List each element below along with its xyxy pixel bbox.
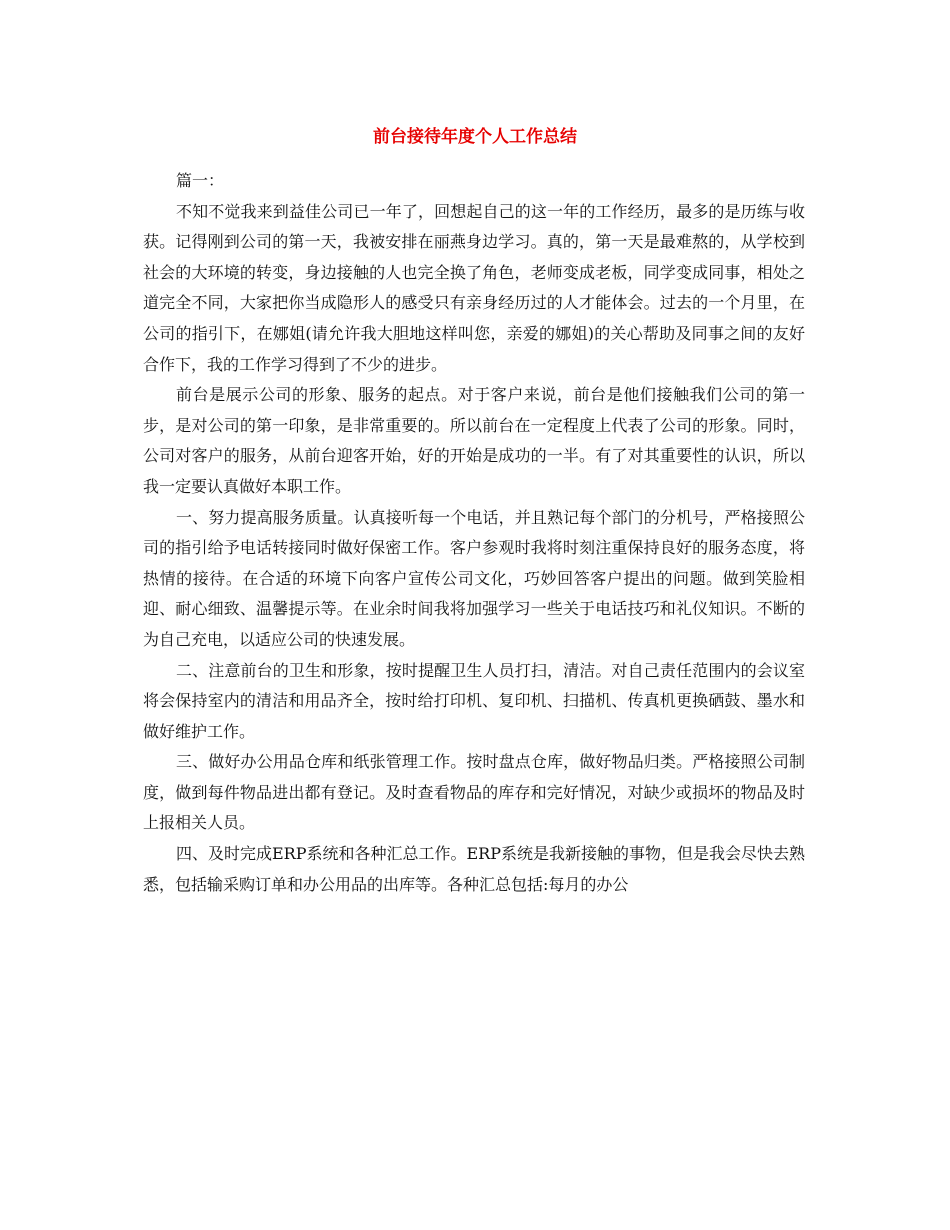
document-body <box>143 166 805 900</box>
paragraph: 一、努力提高服务质量。认真接听每一个电话，并且熟记每个部门的分机号，严格接照公司的指引给予电话转接同时做好保密工作。客户参观时我将时刻注重保持良好的服务态度，将热情的接待。在合适的环境下向客户宣传公司文化，巧妙回答客户提出的问题。做到笑脸相迎、耐心细致、温馨提示等。在业余时间我将加强学习一些关于电话技巧和礼仪知识。不断的为自己充电，以适应公司的快速发展。 <box>143 507 805 649</box>
paragraph: 不知不觉我来到益佳公司已一年了，回想起自己的这一年的工作经历，最多的是历练与收获。记得刚到公司的第一天，我被安排在丽燕身边学习。真的，第一天是最难熬的，从学校到社会的大环境的转变，身边接触的人也完全换了角色，老师变成老板，同学变成同事，相处之道完全不同，大家把你当成隐形人的感受只有亲身经历过的人才能体会。过去的一个月里，在公司的指引下，在娜姐(请允许我大胆地这样叫您，亲爱的娜姐)的关心帮助及同事之间的友好合作下，我的工作学习得到了不少的进步。 <box>143 201 805 374</box>
document-title: 前台接待年度个人工作总结 <box>373 127 577 147</box>
paragraph: 二、注意前台的卫生和形象，按时提醒卫生人员打扫，清洁。对自己责任范围内的会议室将会保持室内的清洁和用品齐全，按时给打印机、复印机、扫描机、传真机更换硒鼓、墨水和做好维护工作。 <box>143 660 805 741</box>
paragraph: 四、及时完成ERP系统和各种汇总工作。ERP系统是我新接触的事物，但是我会尽快去熟悉，包括输采购订单和办公用品的出库等。各种汇总包括:每月的办公 <box>143 844 805 894</box>
paragraph: 前台是展示公司的形象、服务的起点。对于客户来说，前台是他们接触我们公司的第一步，是对公司的第一印象，是非常重要的。所以前台在一定程度上代表了公司的形象。同时，公司对客户的服务，从前台迎客开始，好的开始是成功的一半。有了对其重要性的认识，所以我一定要认真做好本职工作。 <box>143 385 805 496</box>
paragraph: 三、做好办公用品仓库和纸张管理工作。按时盘点仓库，做好物品归类。严格接照公司制度，做到每件物品进出都有登记。及时查看物品的库存和完好情况，对缺少或损坏的物品及时上报相关人员。 <box>143 752 805 833</box>
paragraph-heading: 篇一： <box>176 171 225 190</box>
